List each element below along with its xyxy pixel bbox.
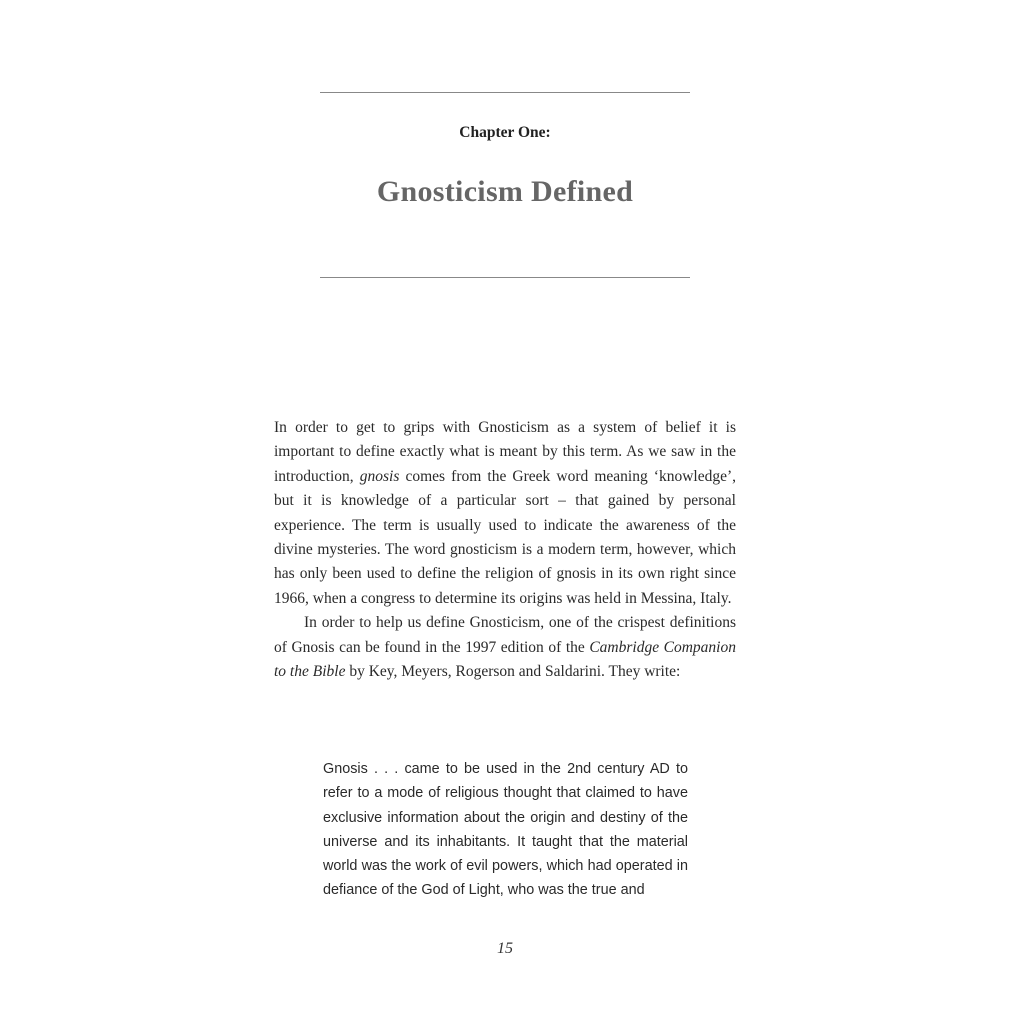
top-rule — [320, 92, 690, 93]
paragraph-1-part-a: In order to get to grips with Gnosticism as a system of belief it is important to define exactly what is meant by this term. As we saw in the introduction, — [274, 419, 736, 485]
paragraph-2-part-a: In order to help us define Gnosticism, one of the crispest definitions of Gnosis can be found in the 1997 edition of the — [274, 614, 736, 656]
block-quote-text: Gnosis . . . came to be used in the 2nd century AD to refer to a mode of religious thought that claimed to have exclusive information about the origin and destiny of the universe and its inhabitants. It taught that the material world was the work of evil powers, which had operated in defiance of the God of Light, who was the true and — [323, 761, 688, 899]
paragraph-2-emphasis: Cambridge Companion to the Bible — [274, 638, 736, 681]
paragraph-1-part-b: comes from the Greek word meaning ‘knowledge’, but it is knowledge of a particular sort – that gained by personal experience. The term is usually used to indicate the awareness of the divine mysteries. The word gnosticism is a modern term, however, which has only been used to define the religion of gnosis in its own right since 1966, when a congress to determine its origins was held in Messina, Italy. — [274, 467, 736, 607]
block-quote — [323, 757, 688, 903]
body-text — [274, 416, 736, 684]
paragraph-2-part-b: by Key, Meyers, Rogerson and Saldarini. They write: — [345, 663, 681, 681]
bottom-rule — [320, 277, 690, 278]
page-number: 15 — [497, 940, 513, 957]
chapter-label: Chapter One: — [459, 124, 551, 141]
paragraph-1 — [274, 416, 736, 611]
paragraph-2 — [274, 611, 736, 684]
chapter-title: Gnosticism Defined — [376, 175, 634, 208]
paragraph-1-emphasis: gnosis — [359, 467, 400, 485]
